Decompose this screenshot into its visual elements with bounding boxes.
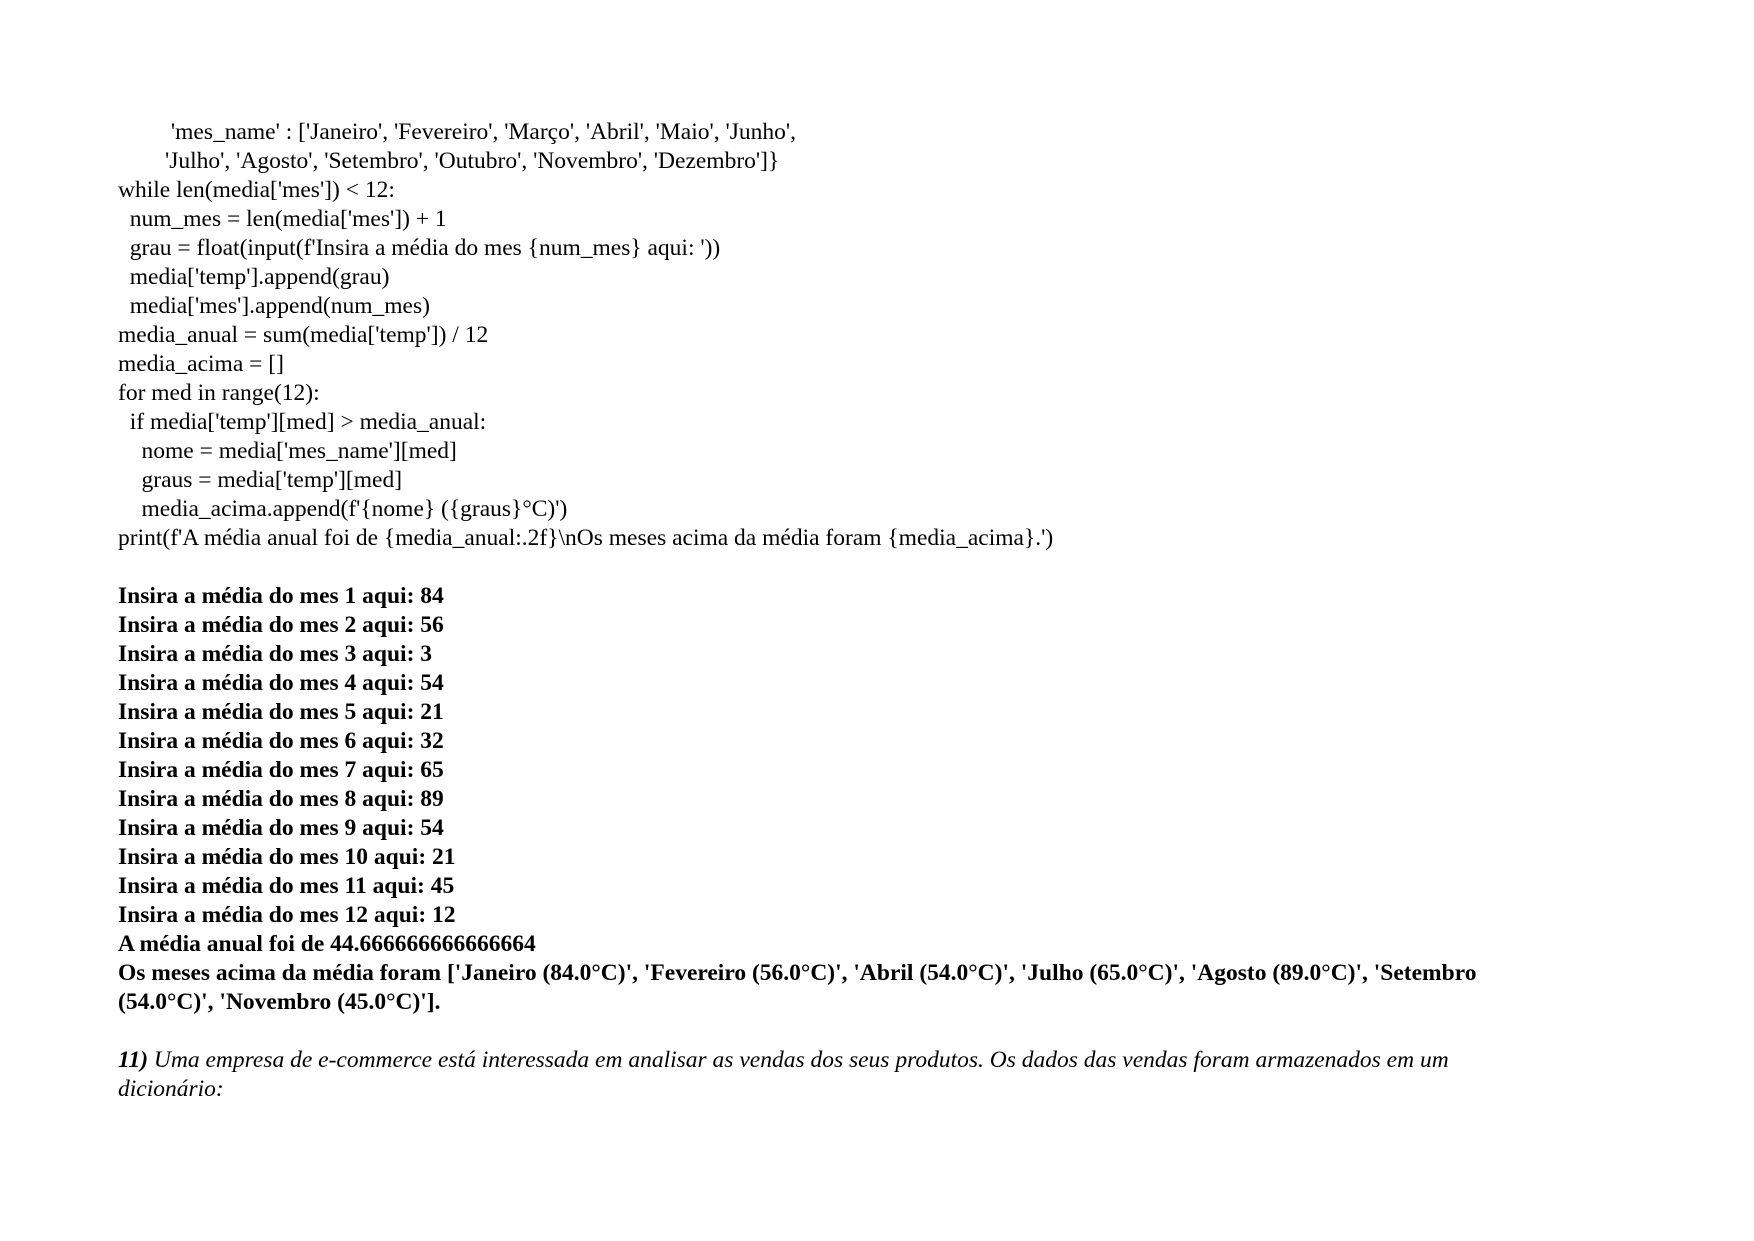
code-line: 'mes_name' : ['Janeiro', 'Fevereiro', 'Março', 'Abril', 'Maio', 'Junho', xyxy=(118,119,796,145)
output-line: (54.0°C)', 'Novembro (45.0°C)']. xyxy=(118,989,441,1015)
code-line: grau = float(input(f'Insira a média do mes {num_mes} aqui: ')) xyxy=(118,235,721,261)
output-line: Insira a média do mes 12 aqui: 12 xyxy=(118,902,456,928)
code-line: num_mes = len(media['mes']) + 1 xyxy=(118,206,447,232)
output-line: Insira a média do mes 7 aqui: 65 xyxy=(118,757,444,783)
code-line: nome = media['mes_name'][med] xyxy=(118,438,457,464)
code-line: media_acima.append(f'{nome} ({graus}°C)') xyxy=(118,496,568,522)
code-line: media_acima = [] xyxy=(118,351,284,377)
output-line: Insira a média do mes 10 aqui: 21 xyxy=(118,844,456,870)
code-line: media_anual = sum(media['temp']) / 12 xyxy=(118,322,489,348)
code-line: 'Julho', 'Agosto', 'Setembro', 'Outubro', 'Novembro', 'Dezembro']} xyxy=(118,148,780,174)
output-line: Insira a média do mes 2 aqui: 56 xyxy=(118,612,444,638)
output-line: Os meses acima da média foram ['Janeiro (84.0°C)', 'Fevereiro (56.0°C)', 'Abril (54.0°C)', 'Julho (65.0°C)', 'Agosto (89.0°C)', 'Setembro xyxy=(118,960,1477,986)
output-line: Insira a média do mes 6 aqui: 32 xyxy=(118,728,444,754)
question-line: dicionário: xyxy=(118,1076,224,1102)
question-text: Uma empresa de e-commerce está interessada em analisar as vendas dos seus produtos. Os dados das vendas foram armazenados em um xyxy=(148,1047,1449,1073)
code-line: media['mes'].append(num_mes) xyxy=(118,293,430,319)
output-line: Insira a média do mes 4 aqui: 54 xyxy=(118,670,444,696)
output-line: Insira a média do mes 9 aqui: 54 xyxy=(118,815,444,841)
output-line: Insira a média do mes 11 aqui: 45 xyxy=(118,873,455,899)
output-line: Insira a média do mes 5 aqui: 21 xyxy=(118,699,444,725)
question-number: 11) xyxy=(118,1047,149,1073)
code-line: for med in range(12): xyxy=(118,380,320,406)
output-line: A média anual foi de 44.666666666666664 xyxy=(118,931,536,957)
output-line: Insira a média do mes 3 aqui: 3 xyxy=(118,641,433,667)
output-line: Insira a média do mes 8 aqui: 89 xyxy=(118,786,444,812)
code-line: media['temp'].append(grau) xyxy=(118,264,390,290)
question-line xyxy=(118,1046,1449,1075)
output-line: Insira a média do mes 1 aqui: 84 xyxy=(118,583,444,609)
code-line: while len(media['mes']) < 12: xyxy=(118,177,395,203)
code-line: print(f'A média anual foi de {media_anual:.2f}\nOs meses acima da média foram {media_acima}.') xyxy=(118,525,1054,551)
code-line: if media['temp'][med] > media_anual: xyxy=(118,409,487,435)
code-line: graus = media['temp'][med] xyxy=(118,467,403,493)
